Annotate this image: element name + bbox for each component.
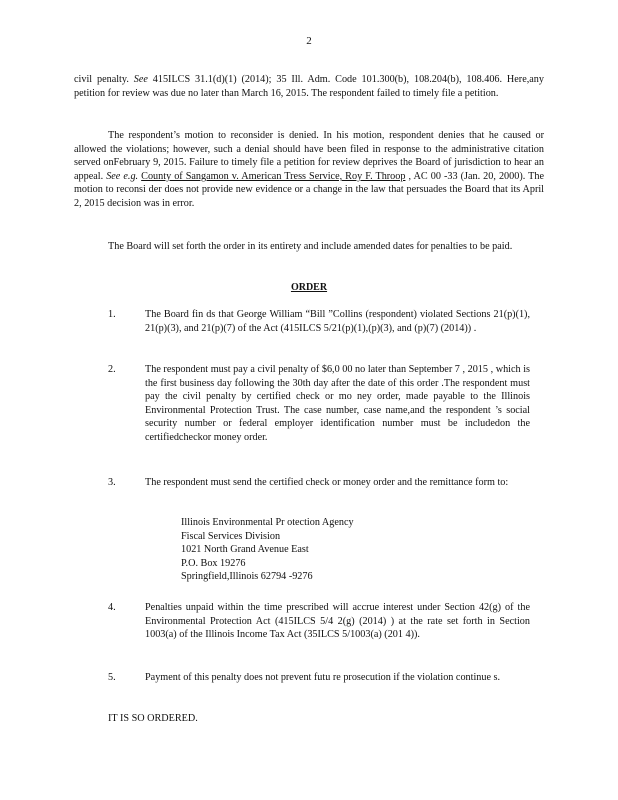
order-item-number: 2. — [108, 364, 116, 375]
order-item-text: Penalties unpaid within the time prescribed will accrue interest under Section 42(g) of the Environmental Protection Act (415ILCS 5/4 2(g) (2014) ) at the rate set forth in Section 1003(a) of the Illinois Income Tax Act (35ILCS 5/1003(a) (201 4)). — [145, 602, 530, 641]
order-item-text: Payment of this penalty does not prevent futu re prosecution if the violation continue s. — [145, 672, 501, 683]
page-number: 2 — [306, 35, 312, 47]
p1-text-a: civil penalty. — [74, 74, 134, 85]
order-item-number: 1. — [108, 309, 116, 320]
order-item-text: The Board fin ds that George William “Bill ”Collins (respondent) violated Sections 21(p)(1), 21(p)(3), and 21(p)(7) of the Act (415ILCS 5/21(p)(1),(p)(3), and (p)(7) (2014)) . — [145, 309, 530, 334]
remittance-address — [181, 516, 441, 584]
p2-text-b: , AC 00 -33 (Jan. 20, 2000). The motion to reconsi der does not provide new evidence or a change in the law that persuades the Board that its April 2, 2015 decision was in error. — [74, 170, 544, 209]
p2-case-citation: County of Sangamon v. American Tress Service, Roy F. Throop — [141, 170, 406, 182]
paragraph-motion-denied — [74, 129, 544, 211]
paragraph-order-intro: The Board will set forth the order in its entirety and include amended dates for penalties to be paid. — [108, 241, 513, 252]
order-item-number: 5. — [108, 672, 116, 683]
paragraph-penalty-deadline — [74, 73, 544, 100]
p1-text-b: 415ILCS 31.1(d)(1) (2014); 35 Ill. Adm. Code 101.300(b), 108.204(b), 108.406. Here,any petition for review was due no later than March 16, 2015. The respondent failed to timely file a petition. — [74, 74, 544, 99]
order-heading: ORDER — [290, 282, 328, 293]
address-line-division: Fiscal Services Division — [181, 530, 281, 542]
order-item-text: The respondent must send the certified check or money order and the remittance form to: — [145, 477, 509, 488]
closing-statement: IT IS SO ORDERED. — [108, 713, 198, 724]
p2-see-eg-signal: See e.g. — [106, 170, 139, 182]
p2-text-a: The respondent’s motion to reconsider is denied. In his motion, respondent denies that he caused or allowed the violations; however, such a denial should have been filed in response to the administrative citation served onFebruary 9, 2015. Failure to timely file a petition for review deprives the Board of jurisdiction to hear an appeal. — [74, 130, 544, 182]
address-line-city: Springfield,Illinois 62794 -9276 — [181, 571, 313, 583]
order-item-number: 4. — [108, 602, 116, 613]
p1-see-signal: See — [133, 74, 148, 85]
address-line-agency: Illinois Environmental Pr otection Agency — [181, 517, 354, 528]
address-line-po-box: P.O. Box 19276 — [181, 557, 246, 569]
order-item-text: The respondent must pay a civil penalty of $6,0 00 no later than September 7 , 2015 , which is the first business day following the 30th day after the date of this order .The respondent must pay the civil penalty by certified check or mo ney order, made payable to the Illinois Environmental Protection Trust. The case number, case name,and the respondent ’s social security number or federal employer identification number must be includedon the certifiedcheckor money order. — [145, 364, 530, 443]
order-item-number: 3. — [108, 477, 116, 488]
address-line-street: 1021 North Grand Avenue East — [181, 544, 309, 556]
